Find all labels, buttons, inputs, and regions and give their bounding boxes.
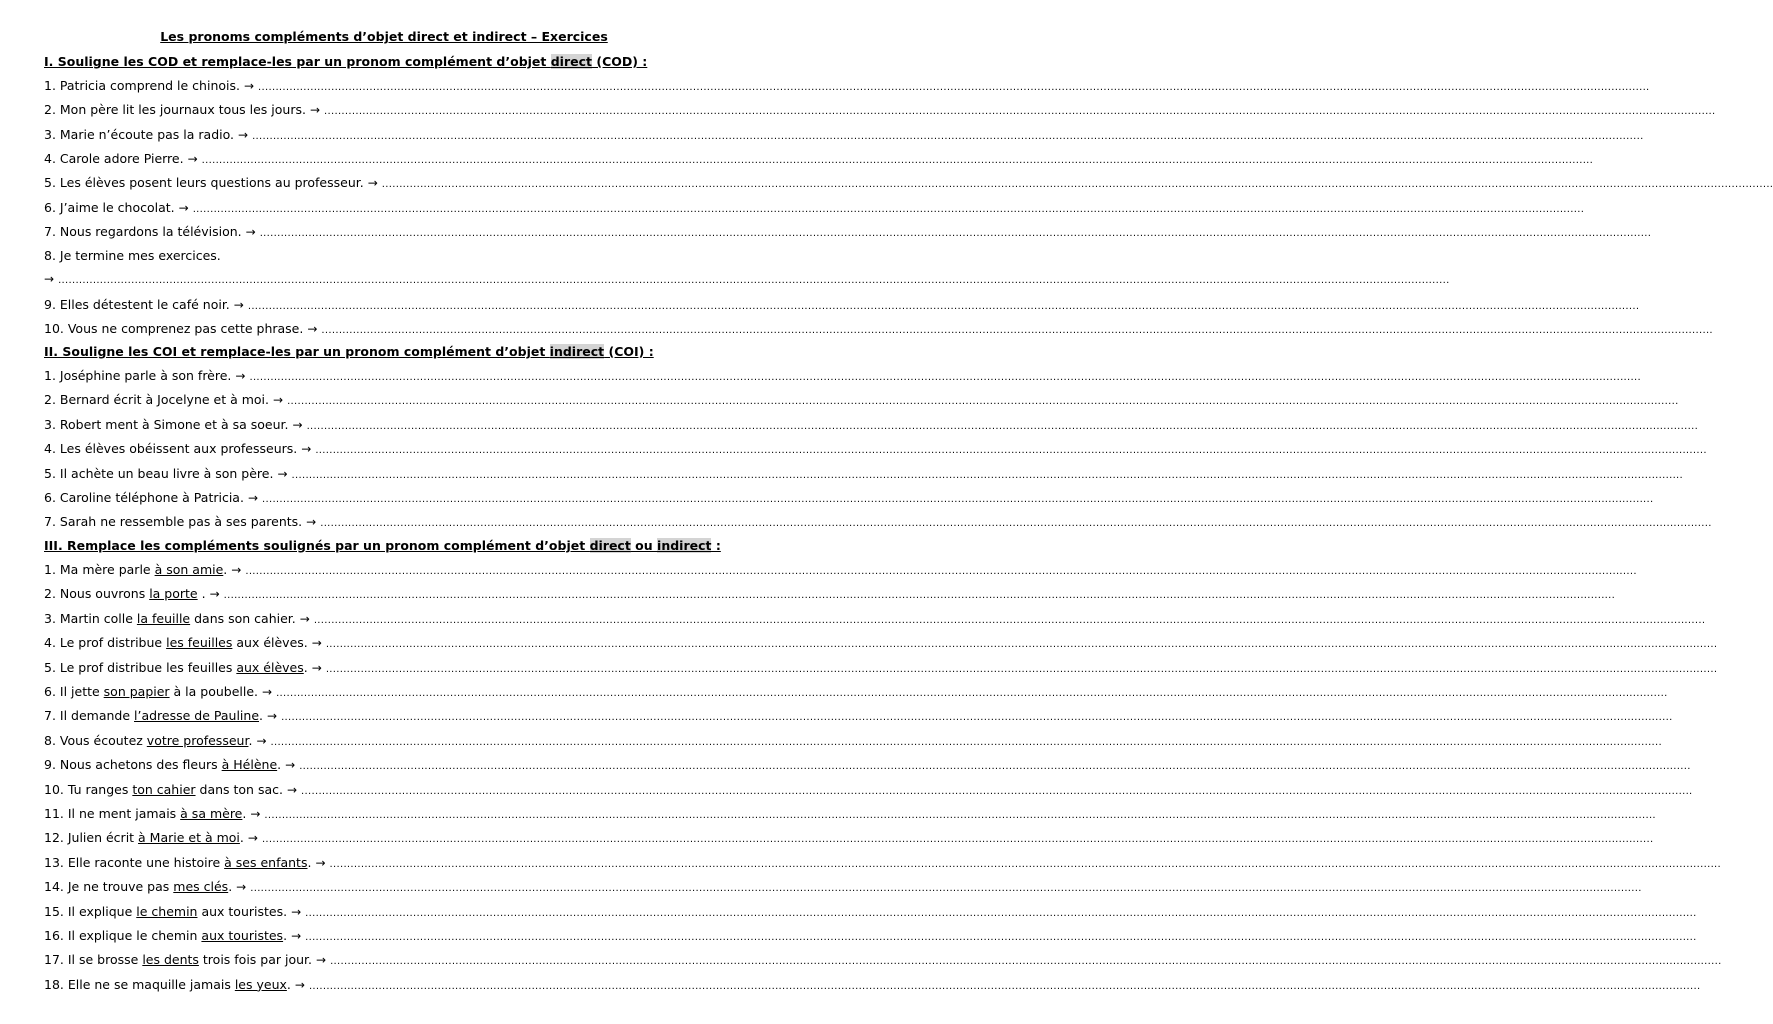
sentence-end: .: [223, 562, 228, 577]
exercise-sentence: 7. Nous regardons la télévision.: [44, 223, 242, 239]
arrow-icon: →: [273, 393, 284, 408]
answer-blank[interactable]: ................................................................................................................................................................................................................................................................................................................................................................................................................: [305, 932, 1697, 943]
sentence-end: dans son cahier.: [190, 610, 296, 626]
arrow-icon: →: [291, 929, 302, 943]
exercise-sentence: 4. Carole adore Pierre.: [44, 150, 184, 166]
exercise-sentence: 5. Il achète un beau livre à son père.: [44, 465, 274, 481]
underlined-complement: à ses enfants: [224, 854, 308, 870]
underlined-complement: son papier: [103, 684, 170, 699]
exercise-line: [44, 102, 1716, 120]
arrow-icon: →: [235, 369, 246, 383]
arrow-icon: →: [187, 151, 198, 166]
exercise-sentence: 4. Les élèves obéissent aux professeurs.: [44, 441, 298, 457]
underlined-complement: la feuille: [136, 610, 191, 626]
answer-blank[interactable]: ................................................................................................................................................................................................................................................................................................................................................................................................................: [313, 614, 1706, 626]
exercise-sentence: [44, 586, 206, 601]
exercise-sentence: [44, 611, 296, 626]
exercise-sentence: 9. Elles détestent le café noir.: [44, 296, 230, 312]
answer-blank[interactable]: ................................................................................................................................................................................................................................................................................................................................................................................................................: [258, 82, 1650, 93]
underlined-complement: les yeux: [234, 976, 287, 992]
arrow-icon: →: [250, 807, 261, 821]
exercise-line: [44, 514, 1712, 532]
exercise-sentence: 2. Bernard écrit à Jocelyne et à moi.: [44, 392, 269, 408]
section-1-heading: [44, 54, 647, 69]
answer-blank[interactable]: ................................................................................................................................................................................................................................................................................................................................................................................................................: [305, 907, 1697, 919]
sentence-end: .: [259, 708, 263, 724]
exercise-line: [44, 684, 1668, 702]
exercise-line: [44, 976, 1701, 995]
exercise-line: [44, 708, 1673, 726]
highlight-direct: direct: [589, 538, 631, 553]
highlight-indirect: indirect: [657, 538, 712, 553]
answer-blank[interactable]: ................................................................................................................................................................................................................................................................................................................................................................................................................: [252, 130, 1644, 142]
arrow-icon: →: [44, 272, 55, 287]
sentence-start: 14. Je ne trouve pas: [44, 879, 174, 895]
page-title: Les pronoms compléments d’objet direct et indirect – Exercices: [160, 29, 608, 44]
exercise-line: [44, 830, 1654, 848]
exercise-line: [44, 806, 1656, 824]
arrow-icon: →: [367, 176, 378, 191]
sentence-start: 15. Il explique: [44, 903, 137, 919]
underlined-complement: la porte: [149, 586, 198, 602]
exercise-sentence: [44, 733, 252, 748]
sentence-end: .: [277, 757, 282, 773]
arrow-icon: →: [233, 297, 244, 312]
answer-blank[interactable]: ................................................................................................................................................................................................................................................................................................................................................................................................................: [249, 372, 1641, 383]
exercise-line: [44, 296, 1640, 315]
arrow-icon: →: [267, 709, 278, 724]
exercise-line: [44, 150, 1594, 169]
exercise-sentence: [44, 928, 287, 943]
sentence-start: 12. Julien écrit: [44, 830, 139, 846]
exercise-line: [44, 392, 1679, 410]
exercise-sentence: 2. Mon père lit les journaux tous les jours.: [44, 102, 306, 118]
underlined-complement: les dents: [142, 952, 199, 968]
exercise-sentence: [44, 782, 283, 797]
arrow-icon: →: [178, 200, 189, 215]
exercise-line: [44, 199, 1585, 218]
exercise-line: [44, 441, 1707, 459]
exercise-line: [44, 757, 1691, 775]
exercise-sentence: [44, 635, 308, 650]
answer-blank[interactable]: ................................................................................................................................................................................................................................................................................................................................................................................................................: [201, 154, 1594, 166]
answer-blank[interactable]: ................................................................................................................................................................................................................................................................................................................................................................................................................: [264, 810, 1656, 821]
arrow-icon: →: [231, 563, 242, 577]
arrow-icon: →: [315, 855, 326, 870]
answer-blank[interactable]: ................................................................................................................................................................................................................................................................................................................................................................................................................: [192, 203, 1585, 215]
underlined-complement: aux élèves: [236, 659, 304, 675]
arrow-icon: →: [291, 904, 302, 919]
answer-blank[interactable]: ................................................................................................................................................................................................................................................................................................................................................................................................................: [262, 494, 1654, 505]
arrow-icon: →: [294, 977, 305, 992]
arrow-icon: →: [309, 103, 321, 118]
arrow-icon: →: [262, 685, 273, 699]
section-1-heading-text: I. Souligne les COD et remplace-les par un pronom complément d’objet: [44, 54, 551, 69]
exercise-sentence: [44, 660, 308, 675]
section-3-heading-text: III. Remplace les compléments soulignés par un pronom complément d’objet: [44, 538, 590, 553]
answer-blank[interactable]: ................................................................................................................................................................................................................................................................................................................................................................................................................: [259, 227, 1652, 239]
exercise-line: [44, 610, 1706, 629]
answer-blank[interactable]: ................................................................................................................................................................................................................................................................................................................................................................................................................: [281, 712, 1673, 724]
exercise-sentence: [44, 708, 263, 723]
arrow-icon: →: [238, 127, 249, 142]
exercise-sentence: 1. Patricia comprend le chinois.: [44, 78, 240, 93]
answer-blank[interactable]: ................................................................................................................................................................................................................................................................................................................................................................................................................: [276, 688, 1668, 699]
exercise-line: [44, 368, 1641, 386]
exercise-line: [44, 272, 1450, 290]
answer-blank[interactable]: ................................................................................................................................................................................................................................................................................................................................................................................................................: [306, 420, 1699, 432]
arrow-icon: →: [277, 466, 288, 481]
underlined-complement: le chemin: [136, 903, 198, 919]
sentence-end: aux touristes.: [197, 903, 288, 919]
exercise-line: [44, 465, 1684, 484]
exercise-sentence: [44, 562, 227, 577]
arrow-icon: →: [236, 880, 247, 895]
answer-blank[interactable]: ................................................................................................................................................................................................................................................................................................................................................................................................................: [381, 179, 1773, 191]
exercise-line: [44, 781, 1693, 800]
underlined-complement: ton cahier: [132, 781, 196, 797]
underlined-complement: à Hélène: [221, 757, 278, 773]
section-3-heading-end: :: [711, 538, 721, 553]
answer-blank[interactable]: ................................................................................................................................................................................................................................................................................................................................................................................................................: [58, 275, 1450, 287]
answer-blank[interactable]: ................................................................................................................................................................................................................................................................................................................................................................................................................: [287, 396, 1679, 408]
arrow-icon: →: [247, 831, 258, 846]
exercise-line: [44, 223, 1652, 242]
exercise-line: [44, 490, 1654, 508]
answer-blank[interactable]: ................................................................................................................................................................................................................................................................................................................................................................................................................: [270, 736, 1662, 748]
underlined-complement: à son amie: [154, 562, 224, 577]
answer-blank[interactable]: ................................................................................................................................................................................................................................................................................................................................................................................................................: [301, 785, 1693, 797]
highlight-direct: direct: [550, 54, 592, 69]
exercise-line: [44, 321, 1713, 339]
sentence-start: 3. Martin colle: [44, 610, 137, 626]
arrow-icon: →: [316, 953, 327, 968]
answer-blank[interactable]: ................................................................................................................................................................................................................................................................................................................................................................................................................: [250, 883, 1642, 895]
exercise-line: [44, 952, 1722, 970]
sentence-end: aux élèves.: [232, 635, 308, 651]
sentence-start: 18. Elle ne se maquille jamais: [44, 976, 235, 992]
arrow-icon: →: [247, 491, 259, 505]
arrow-icon: →: [311, 636, 322, 651]
sentence-end: .: [248, 732, 253, 748]
sentence-start: 2. Nous ouvrons: [44, 586, 150, 602]
sentence-start: 6. Il jette: [44, 684, 104, 699]
sentence-end: .: [228, 879, 233, 895]
exercise-sentence: 10. Vous ne comprenez pas cette phrase.: [44, 321, 304, 336]
arrow-icon: →: [292, 417, 303, 432]
exercise-line: [44, 903, 1697, 922]
sentence-end: à la poubelle.: [169, 684, 259, 699]
sentence-end: .: [283, 928, 288, 943]
exercise-line: [44, 928, 1697, 946]
sentence-start: 4. Le prof distribue: [44, 635, 167, 651]
exercise-line: [44, 175, 1773, 193]
underlined-complement: votre professeur: [146, 732, 249, 748]
exercise-sentence: [44, 879, 232, 894]
exercise-sentence: 6. J’aime le chocolat.: [44, 199, 175, 215]
arrow-icon: →: [243, 79, 255, 93]
sentence-start: 10. Tu ranges: [44, 781, 133, 797]
sentence-end: .: [303, 659, 308, 675]
answer-blank[interactable]: ................................................................................................................................................................................................................................................................................................................................................................................................................: [329, 858, 1722, 870]
exercise-sentence: [44, 855, 311, 870]
exercise-sentence: 3. Robert ment à Simone et à sa soeur.: [44, 416, 289, 432]
exercise-sentence: [44, 684, 258, 699]
answer-blank[interactable]: ................................................................................................................................................................................................................................................................................................................................................................................................................: [223, 590, 1616, 602]
arrow-icon: →: [256, 733, 267, 748]
answer-blank[interactable]: ................................................................................................................................................................................................................................................................................................................................................................................................................: [245, 566, 1637, 577]
exercise-line: [44, 78, 1650, 96]
sentence-end: dans ton sac.: [195, 781, 283, 797]
exercise-line: [44, 635, 1718, 653]
exercise-sentence: [44, 952, 312, 967]
exercise-sentence: 7. Sarah ne ressemble pas à ses parents.: [44, 514, 303, 530]
answer-blank[interactable]: ................................................................................................................................................................................................................................................................................................................................................................................................................: [325, 663, 1718, 675]
sentence-end: .: [307, 854, 312, 870]
sentence-end: .: [286, 976, 291, 992]
sentence-start: 5. Le prof distribue les feuilles: [44, 659, 237, 675]
answer-blank[interactable]: ................................................................................................................................................................................................................................................................................................................................................................................................................: [299, 761, 1691, 773]
underlined-complement: mes clés: [173, 879, 229, 895]
section-2-heading-text: II. Souligne les COI et remplace-les par un pronom complément d’objet: [44, 344, 550, 359]
exercise-sentence: [44, 806, 246, 821]
underlined-complement: aux touristes: [201, 928, 284, 943]
arrow-icon: →: [299, 611, 310, 626]
sentence-start: 16. Il explique le chemin: [44, 928, 202, 943]
sentence-end: trois fois par jour.: [198, 952, 313, 968]
sentence-start: 13. Elle raconte une histoire: [44, 854, 225, 870]
answer-blank[interactable]: ................................................................................................................................................................................................................................................................................................................................................................................................................: [291, 469, 1684, 481]
exercise-line: [44, 416, 1699, 435]
sentence-start: 1. Ma mère parle: [44, 562, 155, 577]
exercise-sentence: [44, 977, 291, 992]
underlined-complement: à Marie et à moi: [138, 830, 240, 846]
exercise-sentence: 6. Caroline téléphone à Patricia.: [44, 490, 244, 505]
sentence-start: 11. Il ne ment jamais: [44, 806, 181, 821]
exercise-sentence: [44, 904, 287, 919]
answer-blank[interactable]: ................................................................................................................................................................................................................................................................................................................................................................................................................: [330, 956, 1722, 968]
answer-blank[interactable]: ................................................................................................................................................................................................................................................................................................................................................................................................................: [247, 300, 1640, 312]
section-2-heading-end: (COI) :: [604, 344, 654, 359]
exercise-line: [44, 586, 1616, 604]
section-3-heading-mid: ou: [630, 538, 658, 553]
section-3-heading: [44, 538, 721, 553]
exercise-sentence: [44, 830, 244, 845]
arrow-icon: →: [301, 442, 312, 457]
exercise-sentence: 8. Je termine mes exercices.: [44, 248, 221, 264]
exercise-line: [44, 732, 1662, 751]
exercise-line: [44, 879, 1642, 897]
arrow-icon: →: [306, 515, 317, 530]
answer-blank[interactable]: ................................................................................................................................................................................................................................................................................................................................................................................................................: [315, 445, 1707, 457]
answer-blank[interactable]: ................................................................................................................................................................................................................................................................................................................................................................................................................: [308, 980, 1701, 992]
exercise-line: [44, 854, 1722, 873]
section-1-heading-end: (COD) :: [592, 54, 648, 69]
underlined-complement: l’adresse de Pauline: [134, 708, 260, 724]
answer-blank[interactable]: ................................................................................................................................................................................................................................................................................................................................................................................................................: [324, 106, 1716, 118]
arrow-icon: →: [307, 322, 318, 336]
answer-blank[interactable]: ................................................................................................................................................................................................................................................................................................................................................................................................................: [261, 834, 1654, 846]
sentence-start: 8. Vous écoutez: [44, 732, 147, 748]
exercise-sentence: 1. Joséphine parle à son frère.: [44, 368, 232, 383]
sentence-end: .: [242, 806, 247, 821]
sentence-start: 9. Nous achetons des fleurs: [44, 757, 222, 773]
underlined-complement: à sa mère: [180, 806, 243, 821]
sentence-start: 17. Il se brosse: [44, 952, 143, 968]
arrow-icon: →: [286, 782, 298, 797]
underlined-complement: les feuilles: [166, 635, 233, 651]
sentence-end: .: [197, 586, 206, 602]
highlight-indirect: indirect: [549, 344, 605, 359]
answer-blank[interactable]: ................................................................................................................................................................................................................................................................................................................................................................................................................: [321, 325, 1713, 336]
exercise-line: [44, 126, 1644, 145]
exercise-sentence: [44, 757, 281, 772]
arrow-icon: →: [285, 758, 296, 773]
arrow-icon: →: [311, 660, 322, 675]
arrow-icon: →: [245, 224, 256, 239]
answer-blank[interactable]: ................................................................................................................................................................................................................................................................................................................................................................................................................: [325, 639, 1718, 651]
answer-blank[interactable]: ................................................................................................................................................................................................................................................................................................................................................................................................................: [320, 518, 1712, 530]
exercise-sentence: 5. Les élèves posent leurs questions au professeur.: [44, 175, 364, 191]
section-2-heading: [44, 344, 654, 359]
arrow-icon: →: [209, 587, 220, 602]
exercise-sentence: 3. Marie n’écoute pas la radio.: [44, 126, 235, 142]
sentence-end: .: [239, 830, 244, 846]
exercise-line: [44, 659, 1718, 678]
exercise-line: [44, 562, 1637, 580]
sentence-start: 7. Il demande: [44, 708, 135, 724]
